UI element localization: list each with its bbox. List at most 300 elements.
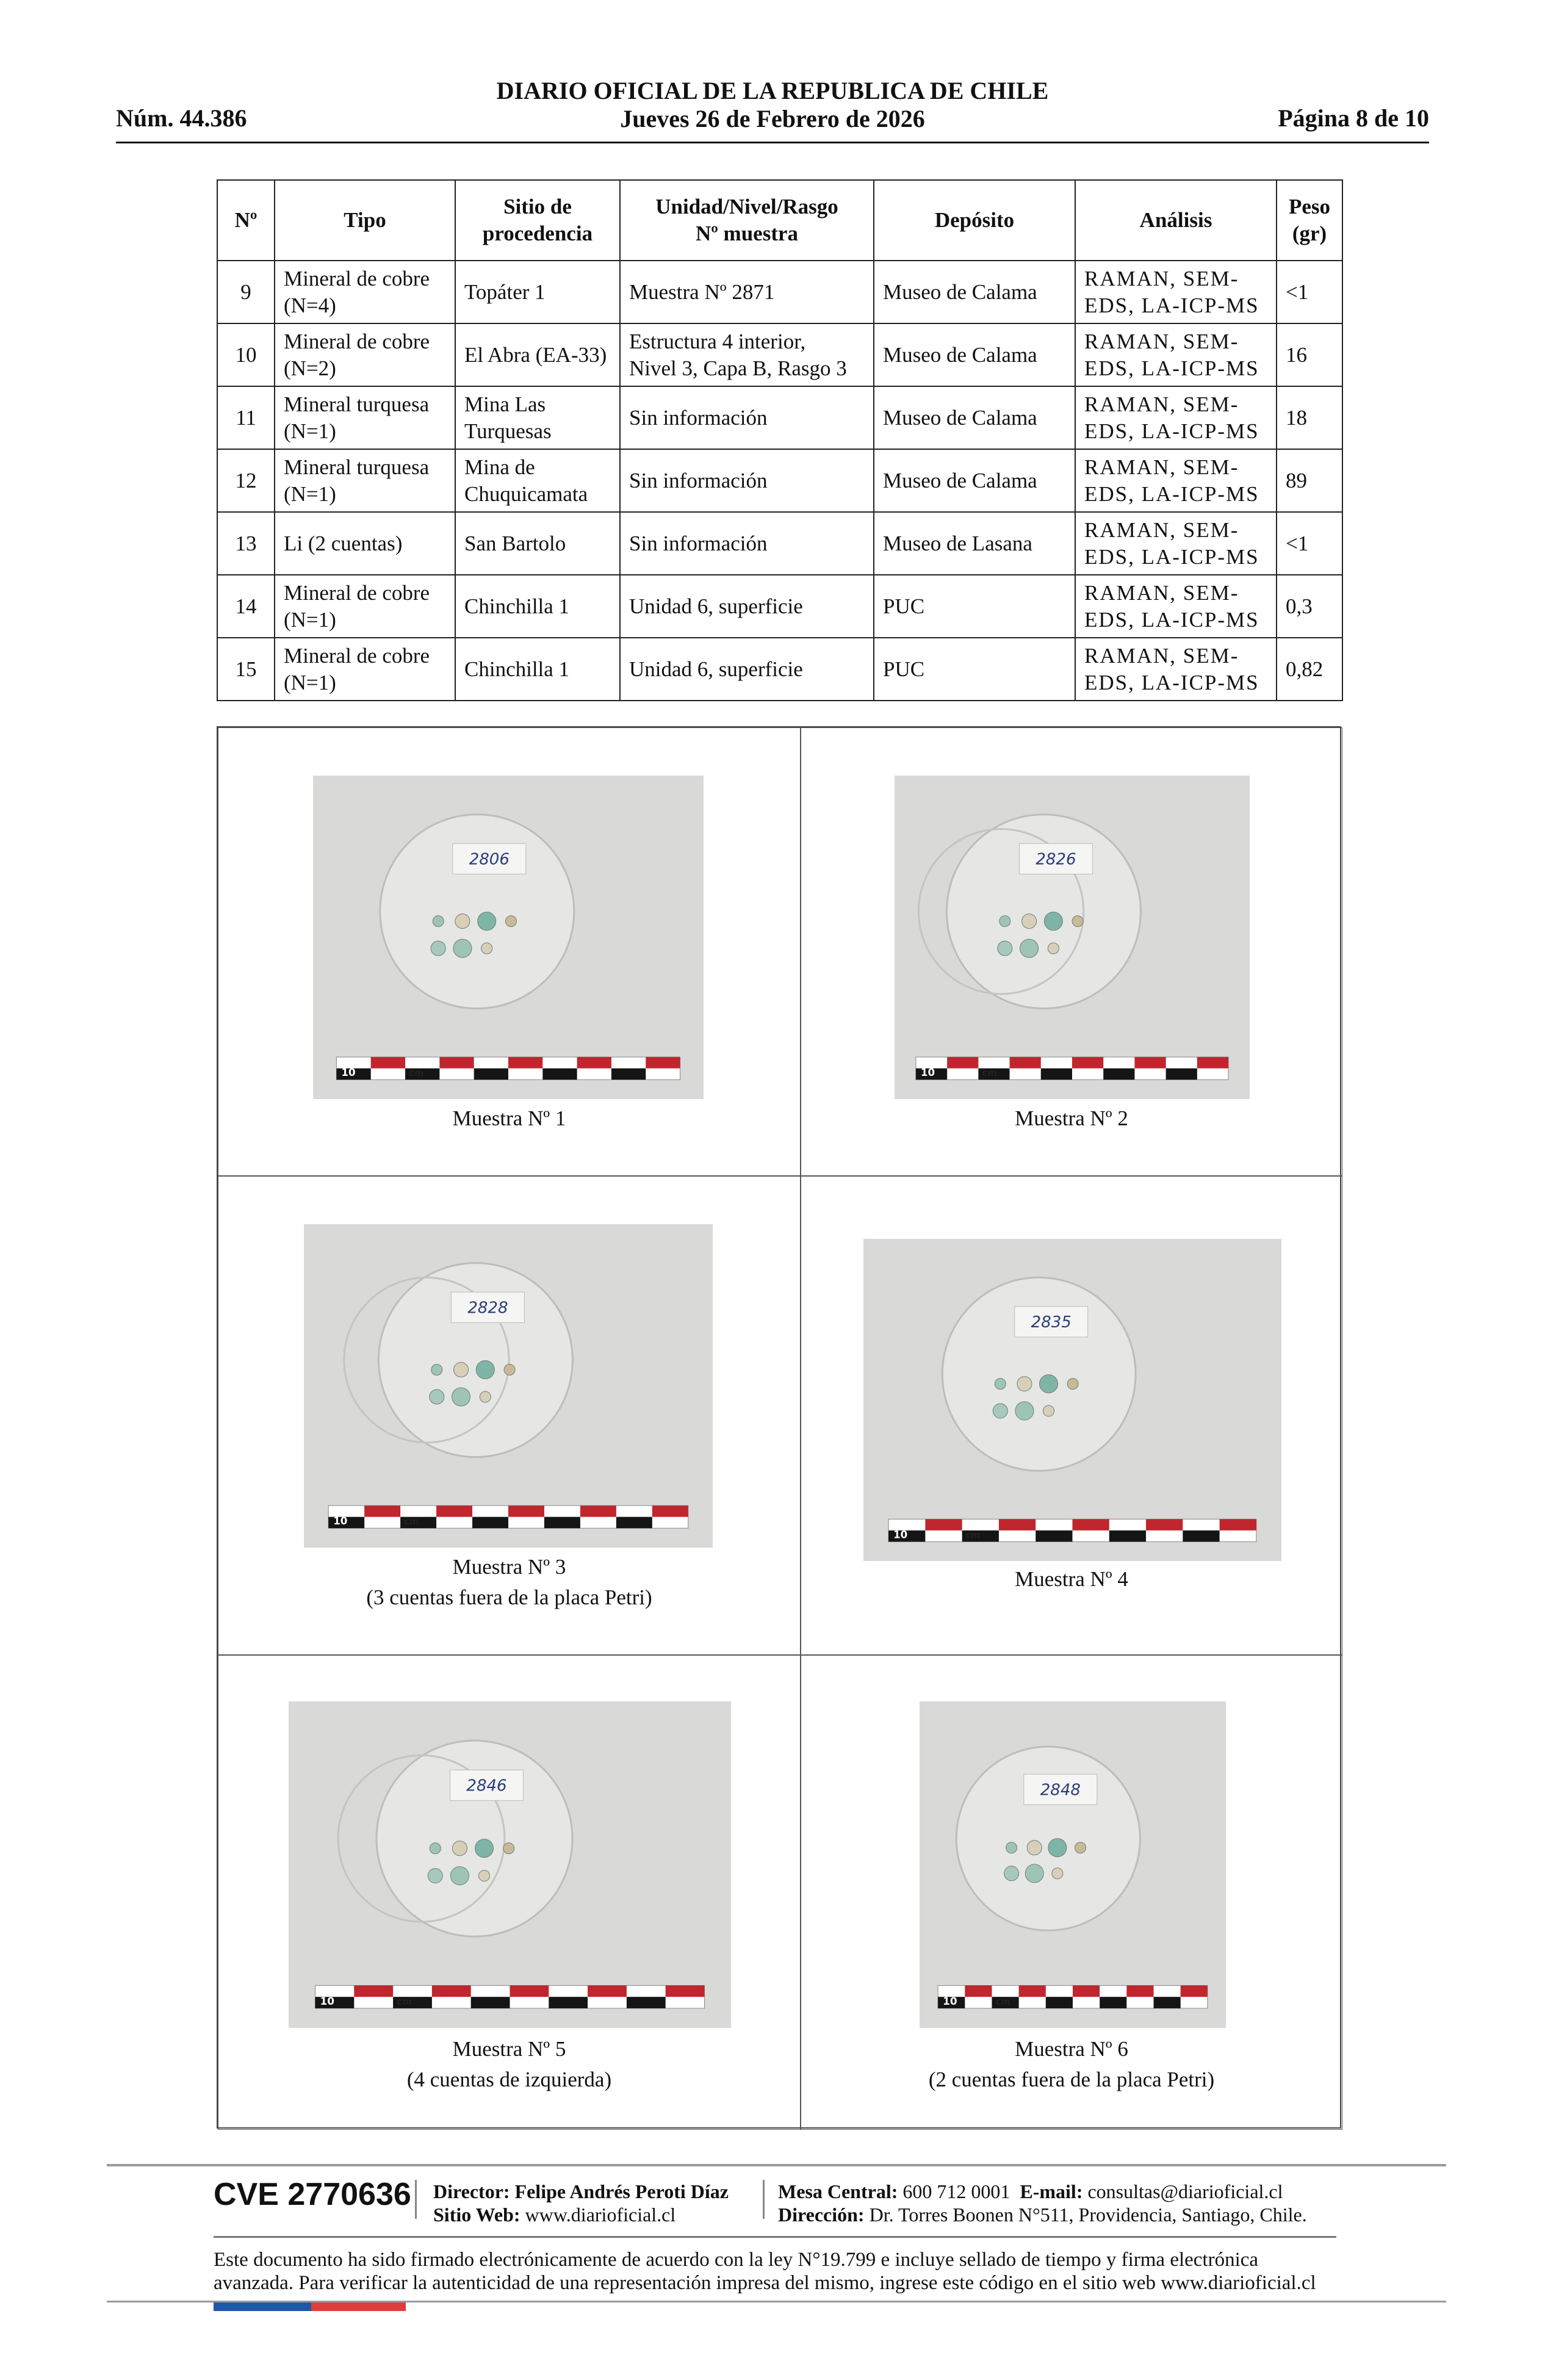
contact-line-2 [778,2203,1307,2226]
cell-deposito-line1: Museo de Lasana [883,531,1032,555]
photo-svg [289,1701,731,2028]
scale-segment [947,1057,978,1069]
web-link[interactable]: www.diarioficial.cl [525,2204,676,2226]
bead [993,1404,1007,1418]
cell-deposito-line1: PUC [883,594,925,618]
scale-number: 10 [333,1515,348,1527]
email-link[interactable]: consultas@diarioficial.cl [1087,2180,1283,2202]
bead [998,941,1012,956]
scale-unit: cm [965,1530,981,1541]
scale-segment [999,1519,1036,1530]
photo-cell [801,1176,1342,1655]
cell-analisis-line2: EDS, LA-ICP-MS [1084,670,1259,694]
cell-unidad-line1: Estructura 4 interior, [629,329,806,353]
caption-title: Muestra Nº 4 [1015,1567,1128,1591]
scale-segment [1154,1997,1181,2008]
cell-unidad-line1: Unidad 6, superficie [629,657,803,681]
cell-analisis-line1: RAMAN, SEM- [1084,329,1239,353]
scale-segment [1181,1985,1208,1997]
scale-segment [1197,1057,1228,1069]
cell-analisis [1075,386,1277,449]
scale-unit: cm [995,1996,1010,2007]
sample-label-text: 2848 [1040,1781,1081,1800]
cell-tipo [275,638,455,701]
scale-segment [354,1985,393,1997]
bead [1015,1402,1034,1420]
cell-analisis [1075,449,1277,512]
email-label: E-mail: [1020,2180,1083,2202]
cell-analisis [1075,638,1277,701]
cell-num [217,512,275,575]
cell-peso-line1: 0,82 [1286,657,1324,681]
cell-peso-line1: <1 [1286,279,1309,304]
scale-segment [616,1517,652,1529]
table-row [217,575,1342,638]
bead [433,916,444,927]
photo-caption [218,2034,800,2095]
scale-segment [646,1057,680,1069]
scale-segment [965,1985,992,1997]
scale-segment [439,1057,474,1069]
scale-segment [580,1506,616,1517]
cell-deposito [874,512,1075,575]
bead [1052,1868,1063,1879]
cell-analisis [1075,323,1277,386]
photo-cell [218,1655,801,2130]
cell-num [217,386,275,449]
director-info [433,2180,729,2226]
bead [1048,1839,1067,1857]
photo-svg [895,776,1250,1099]
sample-label-text: 2806 [469,850,510,869]
caption-note: (4 cuentas de izquierda) [406,2068,612,2091]
scale-segment [1072,1057,1103,1069]
cell-peso-line1: 16 [1286,342,1307,367]
sample-photo [863,1239,1281,1561]
cell-tipo-line1: Mineral de cobre [284,266,430,290]
cell-num-line1: 12 [235,468,257,492]
cell-sitio-line1: Topáter 1 [464,279,546,304]
cell-analisis-line1: RAMAN, SEM- [1084,392,1239,416]
cell-sitio-line2: Turquesas [464,419,552,443]
cell-sitio-line1: San Bartolo [464,531,566,555]
cell-tipo-line2: (N=1) [284,419,336,443]
cell-num [217,638,275,701]
caption-title: Muestra Nº 1 [452,1106,566,1130]
sample-photo [920,1701,1226,2028]
cell-peso [1277,575,1342,638]
scale-segment [588,1985,627,1997]
bead [480,1391,491,1402]
cell-peso [1277,323,1342,386]
scale-segment [364,1506,400,1517]
cell-deposito [874,575,1075,638]
cell-deposito-line1: Museo de Calama [883,342,1037,367]
cell-sitio-line1: Mina Las [464,392,546,416]
legal-line-2: avanzada. Para verificar la autenticidad de una representación impresa del mismo, ingrese este código en el sitio web www.diarioficial.cl [214,2272,1316,2294]
caption-title: Muestra Nº 5 [452,2037,566,2061]
cell-sitio [455,575,620,638]
caption-note: (3 cuentas fuera de la placa Petri) [366,1585,652,1609]
bead [475,1839,494,1858]
bead [1025,1864,1043,1883]
photo-cell [801,727,1342,1176]
bead [1040,1375,1058,1393]
cell-unidad-line1: Muestra Nº 2871 [629,279,775,304]
director-label: Director: [433,2180,510,2202]
col-peso-line2: (gr) [1292,222,1327,245]
publication-date: Jueves 26 de Febrero de 2026 [620,105,925,132]
scale-segment [1100,1997,1126,2008]
cell-peso-line1: 0,3 [1286,594,1313,618]
cell-num-line1: 10 [235,342,257,367]
bead [505,916,516,927]
col-peso-line1: Peso [1288,195,1331,218]
scale-segment [471,1997,510,2008]
scale-segment [925,1519,962,1530]
scale-segment [1073,1519,1109,1530]
cell-deposito-line1: PUC [883,657,925,681]
cell-num-line1: 14 [235,594,257,618]
col-tipo: Tipo [275,180,455,261]
cell-analisis-line1: RAMAN, SEM- [1084,266,1239,290]
bead [430,1843,441,1854]
cell-num-line1: 11 [236,405,256,430]
sample-photo [304,1224,713,1548]
col-unidad-line1: Unidad/Nivel/Rasgo [655,195,838,218]
bead [1027,1841,1042,1855]
cell-peso [1277,261,1342,323]
cell-analisis [1075,575,1277,638]
cell-unidad [620,261,874,323]
cell-analisis-line1: RAMAN, SEM- [1084,517,1239,542]
scale-number: 10 [341,1067,356,1079]
cell-num [217,261,275,323]
scale-segment [371,1057,405,1069]
bead [1017,1377,1032,1391]
col-unidad-line2: Nº muestra [695,222,799,245]
cell-analisis [1075,261,1277,323]
direccion-label: Dirección: [778,2204,865,2226]
cell-tipo-line1: Mineral turquesa [284,392,430,416]
cell-analisis [1075,512,1277,575]
cell-analisis-line2: EDS, LA-ICP-MS [1084,544,1259,569]
cell-tipo-line1: Mineral turquesa [284,455,430,479]
cell-tipo [275,323,455,386]
cell-sitio [455,449,620,512]
bead [450,1867,469,1885]
bead [503,1843,514,1854]
legal-divider [214,2236,1336,2238]
scale-segment [436,1506,472,1517]
cell-unidad [620,449,874,512]
scale-segment [542,1069,577,1080]
scale-segment [510,1985,549,1997]
photo-caption [801,1564,1342,1595]
cell-tipo-line2: (N=2) [284,356,336,380]
scale-segment [544,1517,580,1529]
cell-analisis-line2: EDS, LA-ICP-MS [1084,481,1259,506]
bead [1044,912,1062,931]
cell-analisis-line1: RAMAN, SEM- [1084,580,1239,605]
scale-segment [549,1997,588,2008]
direccion-value: Dr. Torres Boonen N°511, Providencia, Santiago, Chile. [869,2204,1307,2226]
bead [1006,1842,1017,1853]
bead [1048,943,1059,954]
cell-sitio-line1: Chinchilla 1 [464,657,570,681]
photo-grid [217,726,1341,2129]
bead [1000,916,1010,927]
bead [428,1869,442,1883]
footer-separator-2 [763,2180,765,2219]
scale-segment [1046,1997,1073,2008]
scale-segment [1036,1531,1072,1542]
samples-table [217,179,1343,701]
table-row [217,261,1342,323]
photo-caption [801,2034,1342,2095]
photo-caption [801,1103,1342,1134]
scale-number: 10 [893,1529,908,1541]
col-analisis: Análisis [1075,180,1277,261]
cell-peso-line1: 18 [1286,405,1307,430]
sample-photo [289,1701,731,2028]
photo-caption [218,1552,800,1613]
cell-tipo-line2: (N=1) [284,670,336,694]
scale-number: 10 [920,1067,935,1079]
cell-num [217,449,275,512]
page-header [116,74,1429,143]
web-label: Sitio Web: [433,2204,520,2226]
scale-unit: cm [409,1068,424,1079]
cell-peso-line1: <1 [1286,531,1309,555]
cell-unidad-line1: Sin información [629,405,768,430]
scale-segment [432,1985,471,1997]
cell-unidad-line1: Unidad 6, superficie [629,594,803,618]
scale-segment [474,1069,508,1080]
scale-segment [1103,1069,1134,1080]
cell-num-line1: 9 [240,279,251,304]
publication-title: DIARIO OFICIAL DE LA REPUBLICA DE CHILE [496,77,1049,104]
cell-num-line1: 15 [235,657,257,681]
scale-segment [508,1057,542,1069]
cell-deposito [874,638,1075,701]
scale-segment [1019,1985,1046,1997]
col-sitio [455,180,620,261]
scale-segment [1146,1519,1183,1530]
web-line [433,2203,729,2226]
legal-line-1: Este documento ha sido firmado electrónicamente de acuerdo con la ley N°19.799 e incluye sellado de tiempo y firma electrónica [214,2249,1259,2271]
sample-label-text: 2828 [467,1299,508,1318]
legal-notice [214,2248,1349,2295]
col-unidad [620,180,874,261]
scale-segment [1109,1531,1146,1542]
cell-sitio-line1: Chinchilla 1 [464,594,570,618]
cell-sitio-line1: El Abra (EA-33) [464,342,607,367]
issue-number: Núm. 44.386 [116,104,247,132]
sample-label-text: 2835 [1031,1313,1072,1332]
col-deposito: Depósito [874,180,1075,261]
cell-deposito [874,261,1075,323]
col-peso [1277,180,1342,261]
cell-unidad [620,638,874,701]
cell-tipo [275,512,455,575]
cell-tipo [275,261,455,323]
sample-photo [313,776,704,1099]
cell-sitio [455,261,620,323]
bead [431,1365,442,1376]
scale-segment [472,1517,508,1529]
scale-segment [666,1985,705,1997]
scale-segment [1183,1531,1219,1542]
table-row [217,386,1342,449]
sample-label-text: 2846 [466,1776,507,1795]
cell-num [217,575,275,638]
cell-peso-line1: 89 [1286,468,1307,492]
cell-unidad [620,386,874,449]
bead [504,1365,515,1376]
bead [1043,1405,1054,1416]
photo-svg [313,776,704,1099]
bead [476,1361,494,1379]
col-sitio-line1: Sitio de [503,195,572,218]
cell-unidad-line2: Nivel 3, Capa B, Rasgo 3 [629,356,847,380]
caption-note: (2 cuentas fuera de la placa Petri) [928,2068,1215,2091]
cell-analisis-line2: EDS, LA-ICP-MS [1084,293,1259,317]
scale-segment [1010,1057,1041,1069]
cell-tipo-line1: Mineral de cobre [284,643,430,668]
masthead [116,77,1429,133]
bead [455,914,470,929]
cell-unidad [620,512,874,575]
cell-tipo-line2: (N=1) [284,481,336,506]
scale-segment [1134,1057,1165,1069]
bead [452,1841,467,1856]
footer-divider [107,2164,1446,2166]
cell-num-line1: 13 [235,531,257,555]
photo-caption [218,1103,800,1134]
footer-separator [415,2180,417,2219]
cell-deposito [874,323,1075,386]
photo-cell [801,1655,1342,2130]
scale-number: 10 [943,1994,957,2007]
table-row [217,512,1342,575]
scale-segment [1126,1985,1153,1997]
cell-sitio [455,323,620,386]
scale-unit: cm [397,1996,412,2007]
cell-peso [1277,386,1342,449]
scale-number: 10 [320,1994,334,2007]
contact-info [778,2180,1307,2226]
scale-segment [1073,1985,1100,1997]
director-line [433,2180,729,2203]
cell-peso [1277,638,1342,701]
cve-code: CVE 2770636 [214,2177,411,2212]
cell-deposito-line1: Museo de Calama [883,279,1037,304]
flag-blue-bar [214,2302,311,2311]
cell-analisis-line2: EDS, LA-ICP-MS [1084,607,1259,632]
cell-analisis-line2: EDS, LA-ICP-MS [1084,419,1259,443]
scale-unit: cm [982,1068,997,1079]
col-sitio-line2: procedencia [482,222,593,245]
photo-cell [218,1176,801,1655]
bead [431,941,445,956]
scale-segment [1166,1069,1197,1080]
flag-red-bar [311,2302,406,2311]
page-indicator: Página 8 de 10 [1278,104,1429,132]
header-divider [116,142,1429,143]
cell-unidad-line1: Sin información [629,468,768,492]
scale-segment [652,1506,688,1517]
bead [1067,1379,1078,1390]
bead [453,939,472,957]
scale-segment [1220,1519,1256,1530]
cell-deposito [874,449,1075,512]
sample-photo [895,776,1250,1099]
bead [479,1870,490,1881]
cell-sitio-line1: Mina de [464,455,535,479]
cell-deposito-line1: Museo de Calama [883,468,1037,492]
bead [1072,916,1083,927]
photo-svg [863,1239,1281,1561]
bead [454,1363,469,1377]
photo-svg [304,1224,713,1548]
scale-segment [611,1069,646,1080]
col-num: Nº [217,180,275,261]
scale-segment [627,1997,666,2008]
cell-tipo-line1: Mineral de cobre [284,580,430,605]
bead [478,912,496,931]
cell-deposito [874,386,1075,449]
bead [1004,1866,1019,1881]
cell-tipo-line1: Li (2 cuentas) [284,531,403,555]
cell-unidad-line1: Sin información [629,531,768,555]
scale-segment [577,1057,611,1069]
photo-cell [218,727,801,1176]
table-row [217,638,1342,701]
director-name: Felipe Andrés Peroti Díaz [514,2180,729,2202]
table-row [217,323,1342,386]
table-header-row [217,180,1342,261]
bead [452,1388,470,1406]
cell-sitio-line2: Chuquicamata [464,481,588,506]
scale-segment [508,1506,544,1517]
cell-tipo-line1: Mineral de cobre [284,329,430,353]
caption-title: Muestra Nº 3 [452,1555,566,1579]
cell-num [217,323,275,386]
caption-title: Muestra Nº 6 [1015,2037,1128,2061]
cell-peso [1277,512,1342,575]
bead [1075,1842,1086,1853]
cell-peso [1277,449,1342,512]
bead [995,1379,1006,1390]
scale-unit: cm [404,1516,419,1527]
cell-tipo [275,386,455,449]
bead [1022,914,1037,929]
mesa-label: Mesa Central: [778,2180,898,2202]
bead [430,1390,444,1404]
bead [1020,939,1039,957]
cell-sitio [455,386,620,449]
mesa-value: 600 712 0001 [902,2180,1010,2202]
cell-tipo [275,575,455,638]
caption-title: Muestra Nº 2 [1015,1106,1128,1130]
table-row [217,449,1342,512]
photo-svg [920,1701,1226,2028]
cell-unidad [620,323,874,386]
contact-line-1 [778,2180,1307,2203]
cell-analisis-line2: EDS, LA-ICP-MS [1084,356,1259,380]
scale-segment [1041,1069,1072,1080]
